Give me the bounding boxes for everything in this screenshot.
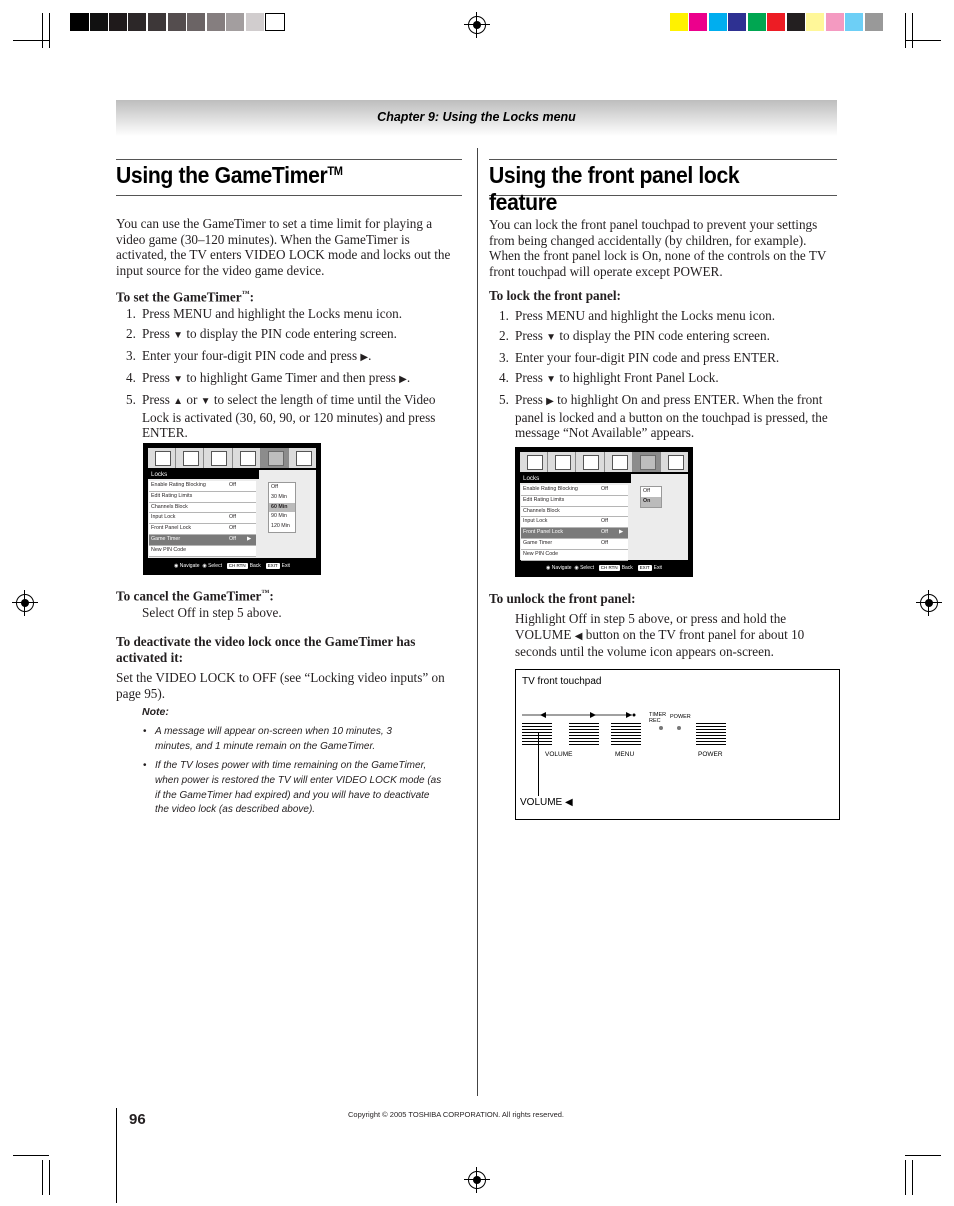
chapter-title: Chapter 9: Using the Locks menu bbox=[377, 110, 576, 124]
option-item: Off bbox=[643, 488, 650, 494]
navigate-icon: ◉ bbox=[174, 563, 179, 569]
front-touchpad-diagram bbox=[515, 669, 840, 820]
down-arrow-icon: ▼ bbox=[546, 374, 557, 385]
left-intro: You can use the GameTimer to set a time limit for playing a video game (30–120 minutes). When the GameTimer is activated, the TV enters VIDEO LOCK mode and locks out the input source for the video game device. bbox=[116, 216, 451, 278]
menu-item: Input Lock Off bbox=[149, 513, 256, 524]
timer-rec-label: TIMER REC bbox=[649, 712, 667, 724]
menu-item-selected: Front Panel Lock Off ▶ bbox=[521, 528, 628, 539]
front-panel-lock-screen bbox=[515, 447, 693, 577]
menu-button[interactable] bbox=[611, 723, 641, 747]
gametimer-options bbox=[268, 482, 296, 533]
right-intro: You can lock the front panel touchpad to prevent your settings from being changed accidentally (by children, for example). When the front panel lock is On, none of the controls on the TV front touchpad will operate except POWER. bbox=[489, 217, 827, 279]
chapter-header bbox=[116, 100, 837, 136]
locks-menu-icon bbox=[633, 452, 661, 472]
diagram-caption: TV front touchpad bbox=[522, 676, 602, 687]
menu-item: Channels Block bbox=[521, 507, 628, 518]
menu-item: New PIN Code bbox=[149, 546, 256, 557]
audio-menu-icon bbox=[176, 448, 204, 468]
lock-steps bbox=[489, 308, 839, 445]
menu-label: MENU bbox=[615, 751, 635, 758]
navigate-icon: ◉ bbox=[546, 565, 551, 571]
list-item: 1. Press MENU and highlight the Locks menu icon. bbox=[499, 308, 776, 323]
note-label: Note: bbox=[142, 706, 169, 718]
right-section-heading bbox=[489, 159, 837, 215]
down-arrow-icon: ▼ bbox=[173, 330, 184, 341]
menu-title: Locks bbox=[520, 474, 631, 483]
right-arrow-icon: ▶ bbox=[360, 352, 369, 363]
registration-mark-icon bbox=[468, 1171, 486, 1189]
left-arrow-icon: ◀ bbox=[565, 797, 573, 808]
registration-mark-icon bbox=[920, 594, 938, 612]
menu-item-selected: Game Timer Off ▶ bbox=[149, 535, 256, 546]
note-item: • A message will appear on-screen when 10 minutes, 3 minutes, and 1 minute remain on the GameTimer. bbox=[143, 726, 392, 752]
note-item: • If the TV loses power with time remaining on the GameTimer, when power is restored the TV will enter VIDEO LOCK mode (as if the GameTimer had expired) and you will have to deactivate the video lock (as described above). bbox=[143, 760, 442, 816]
locks-menu-list bbox=[149, 481, 256, 557]
locks-menu-panel bbox=[520, 474, 688, 560]
menu-icon-bar bbox=[148, 448, 316, 468]
power-led-icon bbox=[677, 726, 681, 730]
list-item: 5. Press ▲ or ▼ to select the length of time until the Video Lock is activated (30, 60, 90, or 120 minutes) and press ENTER. bbox=[126, 392, 436, 440]
down-arrow-icon: ▼ bbox=[200, 396, 211, 407]
list-item: 4. Press ▼ to highlight Game Timer and then press ▶. bbox=[126, 370, 411, 385]
lock-heading: To lock the front panel: bbox=[489, 288, 621, 303]
applications-menu-icon bbox=[661, 452, 688, 472]
menu-item: Edit Rating Limits bbox=[149, 492, 256, 503]
menu-title: Locks bbox=[148, 470, 259, 479]
locks-menu-icon bbox=[261, 448, 289, 468]
menu-item: Enable Rating Blocking Off bbox=[149, 481, 256, 492]
list-item: 3. Enter your four-digit PIN code and press ENTER. bbox=[499, 350, 780, 365]
menu-item: Front Panel Lock Off bbox=[149, 524, 256, 535]
page-number: 96 bbox=[129, 1111, 146, 1128]
volume-label: VOLUME bbox=[545, 751, 573, 758]
volume-down-button[interactable] bbox=[522, 723, 552, 747]
submenu-arrow-icon: ▶ bbox=[619, 529, 624, 536]
menu-icon-bar bbox=[520, 452, 688, 472]
list-item: 5. Press ▶ to highlight On and press ENTER. When the front panel is locked and a button on the touchpad is pressed, the message “Not Available” appears. bbox=[499, 392, 828, 440]
set-gametimer-steps bbox=[116, 306, 461, 445]
deactivate-text: Set the VIDEO LOCK to OFF (see “Locking video inputs” on page 95). bbox=[116, 670, 445, 701]
select-icon: ◉ bbox=[202, 563, 207, 569]
unlock-heading: To unlock the front panel: bbox=[489, 591, 636, 606]
menu-item: Input Lock Off bbox=[521, 517, 628, 528]
volume-arrows-icon bbox=[522, 710, 642, 720]
down-arrow-icon: ▼ bbox=[546, 332, 557, 343]
menu-item: New PIN Code bbox=[521, 550, 628, 561]
section-title: Using the front panel lock feature bbox=[489, 162, 740, 215]
locks-menu-list bbox=[521, 485, 628, 561]
volume-callout-line bbox=[538, 732, 539, 796]
list-item: 2. Press ▼ to display the PIN code entering screen. bbox=[499, 328, 770, 343]
set-gametimer-heading: To set the GameTimer™: bbox=[116, 289, 255, 305]
menu-item: Enable Rating Blocking Off bbox=[521, 485, 628, 496]
cancel-gametimer-heading: To cancel the GameTimer™: bbox=[116, 588, 274, 604]
menu-item: Game Timer Off bbox=[521, 539, 628, 550]
menu-item: Channels Block bbox=[149, 503, 256, 514]
registration-mark-icon bbox=[468, 16, 486, 34]
picture-menu-icon bbox=[520, 452, 548, 472]
menu-item: Edit Rating Limits bbox=[521, 496, 628, 507]
right-arrow-icon: ▶ bbox=[399, 374, 407, 385]
option-item: 30 Min bbox=[271, 493, 287, 500]
unlock-text: Highlight Off in step 5 above, or press and hold the VOLUME ◀ button on the TV front panel for about 10 seconds until the volume icon appears on-screen. bbox=[515, 611, 805, 659]
front-panel-lock-options bbox=[640, 486, 662, 508]
left-arrow-icon: ◀ bbox=[574, 630, 583, 642]
power-label: POWER bbox=[698, 751, 723, 758]
registration-mark-icon bbox=[16, 594, 34, 612]
screen-footer: ◉ Navigate ◉ Select CH RTN Back EXIT Exit bbox=[546, 565, 662, 571]
applications-menu-icon bbox=[289, 448, 316, 468]
setup-menu-icon bbox=[233, 448, 261, 468]
list-item: 4. Press ▼ to highlight Front Panel Lock. bbox=[499, 370, 719, 385]
timer-led-icon bbox=[659, 726, 663, 730]
locks-menu-panel bbox=[148, 470, 316, 558]
list-item: 1. Press MENU and highlight the Locks menu icon. bbox=[126, 306, 403, 321]
gametimer-screen bbox=[143, 443, 321, 575]
power-button[interactable] bbox=[696, 723, 726, 747]
screen-footer: ◉ Navigate ◉ Select CH RTN Back EXIT Exit bbox=[174, 563, 290, 569]
option-item: Off bbox=[271, 484, 278, 490]
list-item: 3. Enter your four-digit PIN code and press ▶. bbox=[126, 348, 372, 363]
copyright: Copyright © 2005 TOSHIBA CORPORATION. All rights reserved. bbox=[348, 1110, 565, 1119]
music-menu-icon bbox=[576, 452, 604, 472]
option-item: 120 Min bbox=[271, 523, 290, 530]
option-item-selected: 60 Min bbox=[269, 503, 295, 513]
picture-menu-icon bbox=[148, 448, 176, 468]
submenu-arrow-icon: ▶ bbox=[247, 535, 252, 542]
cancel-gametimer-text: Select Off in step 5 above. bbox=[142, 605, 282, 620]
music-menu-icon bbox=[204, 448, 232, 468]
select-icon: ◉ bbox=[574, 565, 579, 571]
right-arrow-icon: ▶ bbox=[546, 396, 554, 407]
list-item: 2. Press ▼ to display the PIN code entering screen. bbox=[126, 326, 397, 341]
setup-menu-icon bbox=[605, 452, 633, 472]
option-item: 90 Min bbox=[271, 513, 287, 520]
volume-up-button[interactable] bbox=[569, 723, 599, 747]
up-arrow-icon: ▲ bbox=[173, 396, 184, 407]
volume-callout: VOLUME ◀ bbox=[520, 797, 573, 808]
power-led-label: POWER bbox=[670, 714, 691, 720]
option-item-selected: On bbox=[641, 497, 661, 507]
left-section-heading bbox=[116, 159, 462, 196]
page-title: Using the GameTimer™ bbox=[116, 162, 343, 188]
down-arrow-icon: ▼ bbox=[173, 374, 184, 385]
deactivate-heading: To deactivate the video lock once the GameTimer has activated it: bbox=[116, 634, 416, 665]
audio-menu-icon bbox=[548, 452, 576, 472]
